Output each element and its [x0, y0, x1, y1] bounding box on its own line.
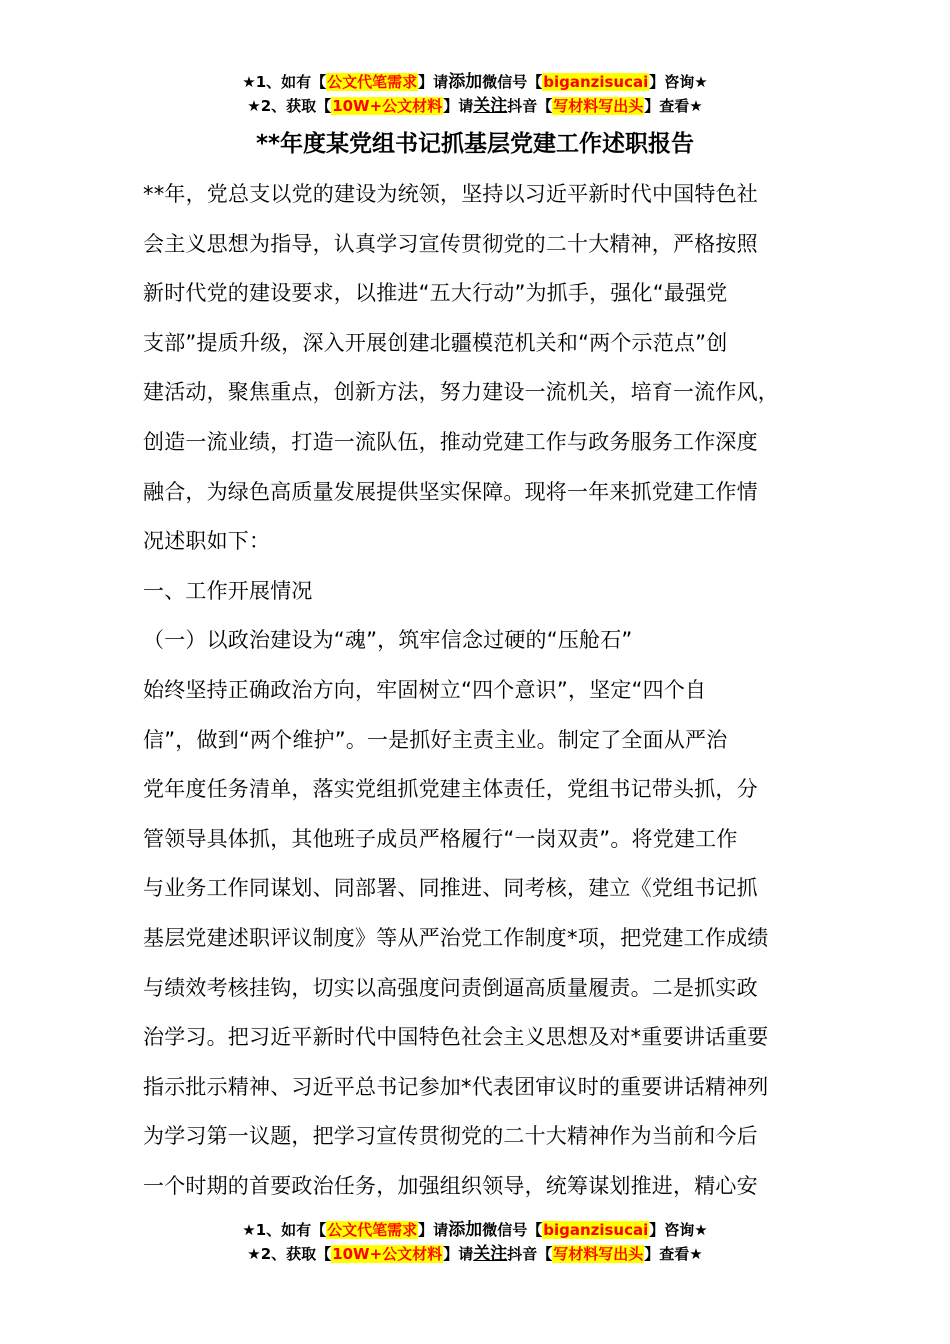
- promo-text: 】查看★: [644, 97, 703, 115]
- document-title: **年度某党组书记抓基层党建工作述职报告: [255, 131, 695, 157]
- body-line: 指示批示精神、习近平总书记参加*代表团审议时的重要讲话精神列: [143, 1074, 769, 1099]
- promo-emphasis: 关注: [473, 96, 508, 116]
- promo-text: ★1、如有【: [242, 73, 327, 91]
- body-line: 支部”提质升级，深入开展创建北疆模范机关和“两个示范点”创: [143, 330, 728, 355]
- promo-emphasis: 添加: [448, 1220, 483, 1240]
- body-line: 党年度任务清单，落实党组抓党建主体责任，党组书记带头抓，分: [143, 777, 758, 802]
- promo-highlight: 10W+公文材料: [332, 97, 443, 115]
- promo-line-2: [0, 94, 950, 118]
- promo-text: 微信号【: [482, 1221, 543, 1239]
- body-line: 与绩效考核挂钩，切实以高强度问责倒逼高质量履责。二是抓实政: [143, 975, 758, 1000]
- body-line: 始终坚持正确政治方向，牢固树立“四个意识”，坚定“四个自: [143, 677, 707, 702]
- body-line: 会主义思想为指导，认真学习宣传贯彻党的二十大精神，严格按照: [143, 231, 758, 256]
- promo-highlight: 公文代笔需求: [327, 73, 418, 91]
- promo-line-1: [0, 70, 950, 94]
- body-line: 信”，做到“两个维护”。一是抓好主责主业。制定了全面从严治: [143, 727, 728, 752]
- promo-text: 】请: [418, 73, 449, 91]
- promo-text: ★1、如有【: [242, 1221, 327, 1239]
- body-line: **年，党总支以党的建设为统领，坚持以习近平新时代中国特色社: [143, 182, 758, 206]
- promo-highlight: 公文代笔需求: [327, 1221, 418, 1239]
- promo-line-2: [0, 1242, 950, 1266]
- subsection-heading: （一）以政治建设为“魂”，筑牢信念过硬的“压舱石”: [143, 628, 633, 653]
- promo-emphasis: 关注: [473, 1244, 508, 1264]
- promo-text: 抖音【: [507, 97, 553, 115]
- body-line: 况述职如下：: [143, 529, 271, 554]
- body-line: 为学习第一议题，把学习宣传贯彻党的二十大精神作为当前和今后: [143, 1124, 758, 1149]
- promo-banner-top: [0, 70, 950, 118]
- promo-text: 】请: [418, 1221, 449, 1239]
- body-line: 新时代党的建设要求，以推进“五大行动”为抓手，强化“最强党: [143, 281, 728, 306]
- body-line: 融合，为绿色高质量发展提供坚实保障。现将一年来抓党建工作情: [143, 479, 758, 504]
- section-heading: 一、工作开展情况: [143, 578, 313, 603]
- body-line: 基层党建述职评议制度》等从严治党工作制度*项，把党建工作成绩: [143, 925, 769, 950]
- promo-text: 微信号【: [482, 73, 543, 91]
- promo-text: 】请: [443, 97, 474, 115]
- promo-text: 】请: [443, 1245, 474, 1263]
- promo-text: ★2、获取【: [247, 1245, 332, 1263]
- promo-text: 】查看★: [644, 1245, 703, 1263]
- body-line: 建活动，聚焦重点，创新方法，努力建设一流机关，培育一流作风，: [143, 380, 779, 405]
- promo-wechat-id: biganzisucai: [543, 1221, 649, 1239]
- body-line: 创造一流业绩，打造一流队伍，推动党建工作与政务服务工作深度: [143, 429, 758, 454]
- body-line: 一个时期的首要政治任务，加强组织领导，统筹谋划推进，精心安: [143, 1173, 758, 1198]
- promo-douyin-id: 写材料写出头: [553, 97, 644, 115]
- promo-line-1: [0, 1218, 950, 1242]
- document-body: [143, 170, 843, 1211]
- promo-text: 】咨询★: [649, 1221, 708, 1239]
- promo-text: 】咨询★: [649, 73, 708, 91]
- promo-wechat-id: biganzisucai: [543, 73, 649, 91]
- promo-douyin-id: 写材料写出头: [553, 1245, 644, 1263]
- body-line: 与业务工作同谋划、同部署、同推进、同考核，建立《党组书记抓: [143, 876, 758, 901]
- promo-emphasis: 添加: [448, 72, 483, 92]
- promo-banner-bottom: [0, 1218, 950, 1266]
- body-line: 治学习。把习近平新时代中国特色社会主义思想及对*重要讲话重要: [143, 1025, 769, 1050]
- promo-text: ★2、获取【: [247, 97, 332, 115]
- promo-text: 抖音【: [507, 1245, 553, 1263]
- body-line: 管领导具体抓，其他班子成员严格履行“一岗双责”。将党建工作: [143, 826, 738, 851]
- promo-highlight: 10W+公文材料: [332, 1245, 443, 1263]
